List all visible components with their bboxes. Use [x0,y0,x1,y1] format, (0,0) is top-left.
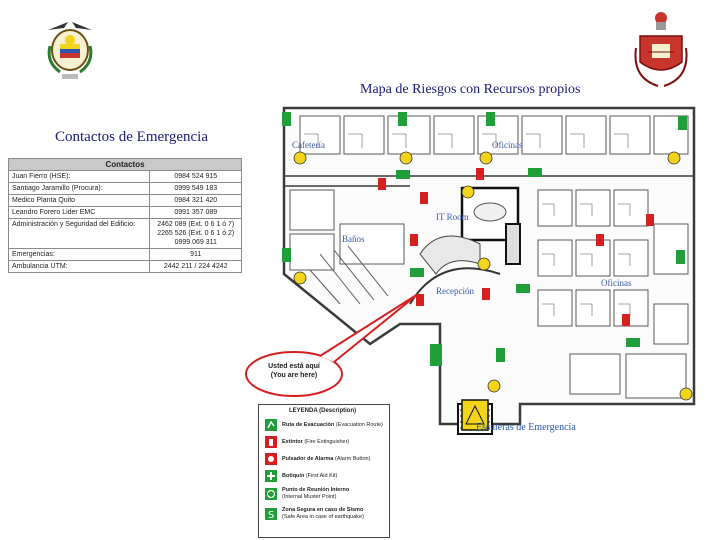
legend-item [265,419,385,431]
contact-name: Administración y Seguridad del Edificio: [9,219,150,249]
label-oficinas-top: Oficinas [492,140,523,150]
legend-label-en: (Internal Muster Point) [282,494,337,500]
legend-label-es: Ruta de Evacuación [282,421,335,428]
page-title: Mapa de Riesgos con Recursos propios [360,82,581,97]
you-are-here-es: Usted está aquí [268,363,320,370]
table-row [9,249,242,261]
legend-label-en: (First Aid Kit) [305,472,338,479]
safe-zone-icon [265,508,277,520]
contact-name: Santiago Jaramillo (Procura): [9,183,150,195]
quito-coat-of-arms-logo [634,8,688,92]
table-row [9,195,242,207]
contact-name: Ambulancia UTM: [9,261,150,273]
you-are-here-callout [240,290,430,402]
legend-item [265,470,385,482]
contact-number: 2462 089 (Ext. 0 6 1 ó 7) 2265 526 (Ext. 0 6 1 ó 2) 0999 069 311 [150,219,242,249]
you-are-here-en: (You are here) [270,372,318,379]
legend-label-es: Zona Segura en caso de Sismo [282,507,364,513]
contact-name: Juan Fierro (HSE): [9,171,150,183]
legend-label-en: (Evacuation Route) [335,421,383,428]
exit-route-icon [265,419,277,431]
contact-name: Leandro Forero Lider EMC [9,207,150,219]
label-it-room: IT Room [436,212,469,222]
legend-label-es: Pulsador de Alarma [282,455,334,462]
legend [258,404,390,538]
legend-item [265,436,385,448]
contact-number: 0999 549 183 [150,183,242,195]
table-row [9,171,242,183]
label-recepcion: Recepción [436,286,474,296]
legend-item [265,453,385,465]
contact-number: 0984 321 420 [150,195,242,207]
first-aid-icon [265,470,277,482]
legend-label-en: (Safe Area in case of earthquake) [282,514,364,520]
legend-title-es: LEYENDA [289,408,318,414]
legend-label-es: Extintor [282,438,303,445]
you-are-here-text [254,362,334,380]
legend-item [265,507,385,521]
legend-label-en: (Fire Extinguisher) [304,438,350,445]
table-row [9,183,242,195]
muster-point-icon [265,488,277,500]
fire-extinguisher-icon [265,436,277,448]
svg-text:S: S [267,510,275,520]
contact-number: 911 [150,249,242,261]
legend-title-en: (Description) [319,408,357,414]
legend-label-es: Punto de Reunión Interno [282,487,350,493]
legend-label-en: (Alarm Button) [334,455,371,462]
label-oficinas-right: Oficinas [601,278,632,288]
emergency-stairs-label: Escaleras de Emergencia [476,422,576,433]
contact-name: Emergencias: [9,249,150,261]
contact-number: 0984 524 915 [150,171,242,183]
table-row [9,261,242,273]
ecuador-coat-of-arms-logo [38,16,102,86]
contact-number: 0991 357 089 [150,207,242,219]
table-row [9,219,242,249]
contacts-table-header: Contactos [9,159,242,171]
contact-number: 2442 211 / 224 4242 [150,261,242,273]
legend-label-es: Botiquín [282,472,305,479]
table-row [9,207,242,219]
contacts-table [8,158,242,273]
contacts-title: Contactos de Emergencia [55,129,209,145]
label-cafeteria: Cafetería [292,140,325,150]
alarm-button-icon [265,453,277,465]
legend-item [265,487,385,501]
legend-title [289,408,356,414]
contact-name: Medico Planta Quito [9,195,150,207]
label-banos: Baños [342,234,365,244]
